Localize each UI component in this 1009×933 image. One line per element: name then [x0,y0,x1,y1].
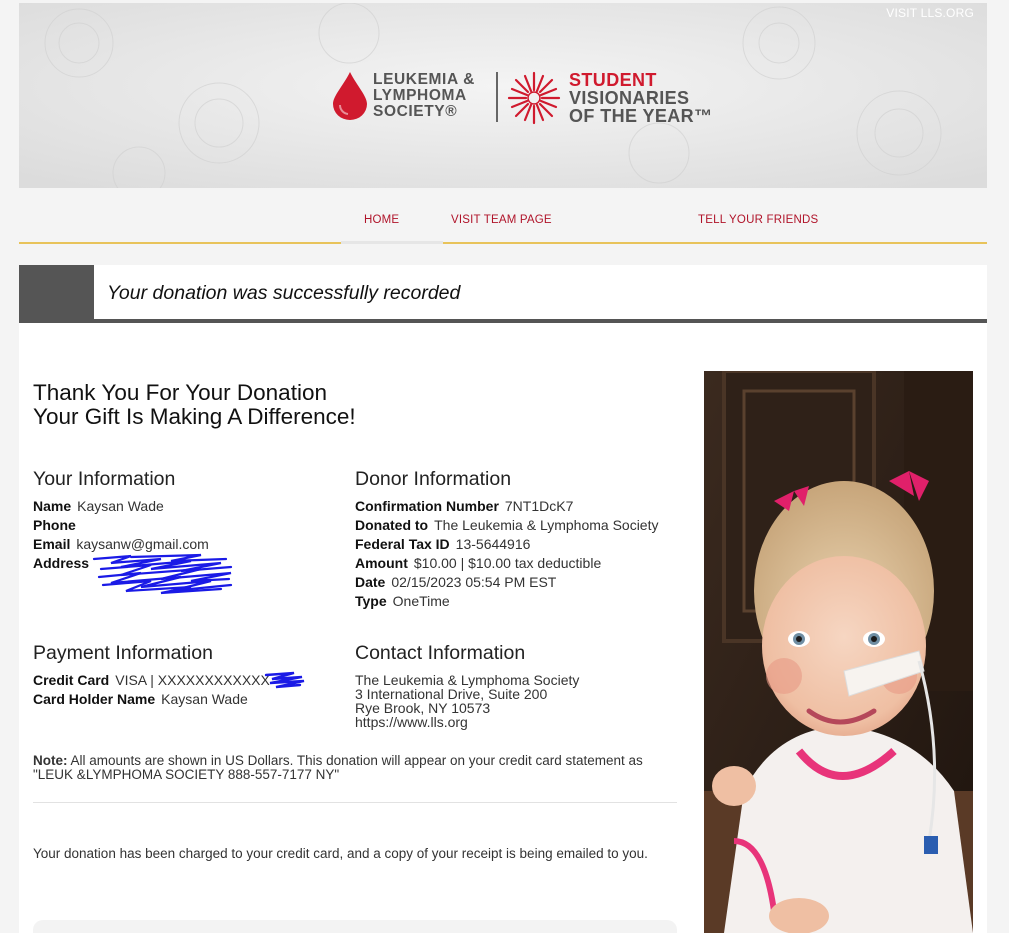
type-field: Type OneTime [355,593,450,609]
contact-address: The Leukemia & Lymphoma Society 3 International Drive, Suite 200 Rye Brook, NY 10573 https://www.lls.org [355,672,580,730]
charged-message: Your donation has been charged to your credit card, and a copy of your receipt is being emailed to you. [33,846,648,861]
name-field: Name Kaysan Wade [33,498,164,514]
date-field: Date 02/15/2023 05:54 PM EST [355,574,557,590]
nav-tell-your-friends[interactable]: TELL YOUR FRIENDS [698,214,819,226]
receipt-content [19,323,987,933]
payment-info-title: Payment Information [33,642,213,664]
starburst-icon [507,71,561,125]
nav-home[interactable]: HOME [364,214,400,226]
email-field: Email kaysanw@gmail.com [33,536,209,552]
thank-you-heading: Thank You For Your Donation Your Gift Is Making A Difference! [33,380,356,429]
credit-card-field: Credit Card VISA | XXXXXXXXXXXX [33,672,270,688]
nav-visit-team-page[interactable]: VISIT TEAM PAGE [451,214,552,226]
status-message: Your donation was successfully recorded [107,282,461,304]
nav-active-indicator [341,241,443,244]
child-photo-illustration [704,371,973,933]
svoy-logo-text: STUDENT VISIONARIES OF THE YEAR™ [569,70,713,126]
address-redaction [91,551,241,595]
card-number-redaction [264,670,306,690]
status-block [19,265,94,319]
your-info-title: Your Information [33,468,176,490]
federal-tax-id-field: Federal Tax ID 13-5644916 [355,536,531,552]
lls-website-link[interactable]: https://www.lls.org [355,714,468,730]
amount-field: Amount $10.00 | $10.00 tax deductible [355,555,602,571]
visit-lls-link[interactable]: VISIT LLS.ORG [886,6,974,20]
divider [33,802,677,803]
bottom-panel [33,920,677,933]
blood-drop-icon [333,72,367,120]
lls-logo-text: LEUKEMIA & LYMPHOMA SOCIETY® [373,71,475,120]
logo-divider [496,72,498,122]
lls-svoy-logo[interactable] [315,70,715,128]
note-text: Note: All amounts are shown in US Dollars. This donation will appear on your credit card statement as "LEUK &LYMPHOMA SOCIETY 888-557-7177 NY" [33,753,643,782]
phone-field: Phone [33,517,76,533]
contact-info-title: Contact Information [355,642,526,664]
donated-to-field: Donated to The Leukemia & Lymphoma Society [355,517,659,533]
confirmation-number-field: Confirmation Number 7NT1DcK7 [355,498,574,514]
address-field: Address [33,555,90,571]
status-bar [19,265,987,323]
header-banner [19,3,987,188]
card-holder-field: Card Holder Name Kaysan Wade [33,691,248,707]
donor-info-title: Donor Information [355,468,512,490]
main-nav [19,188,987,244]
child-photo [704,371,973,933]
